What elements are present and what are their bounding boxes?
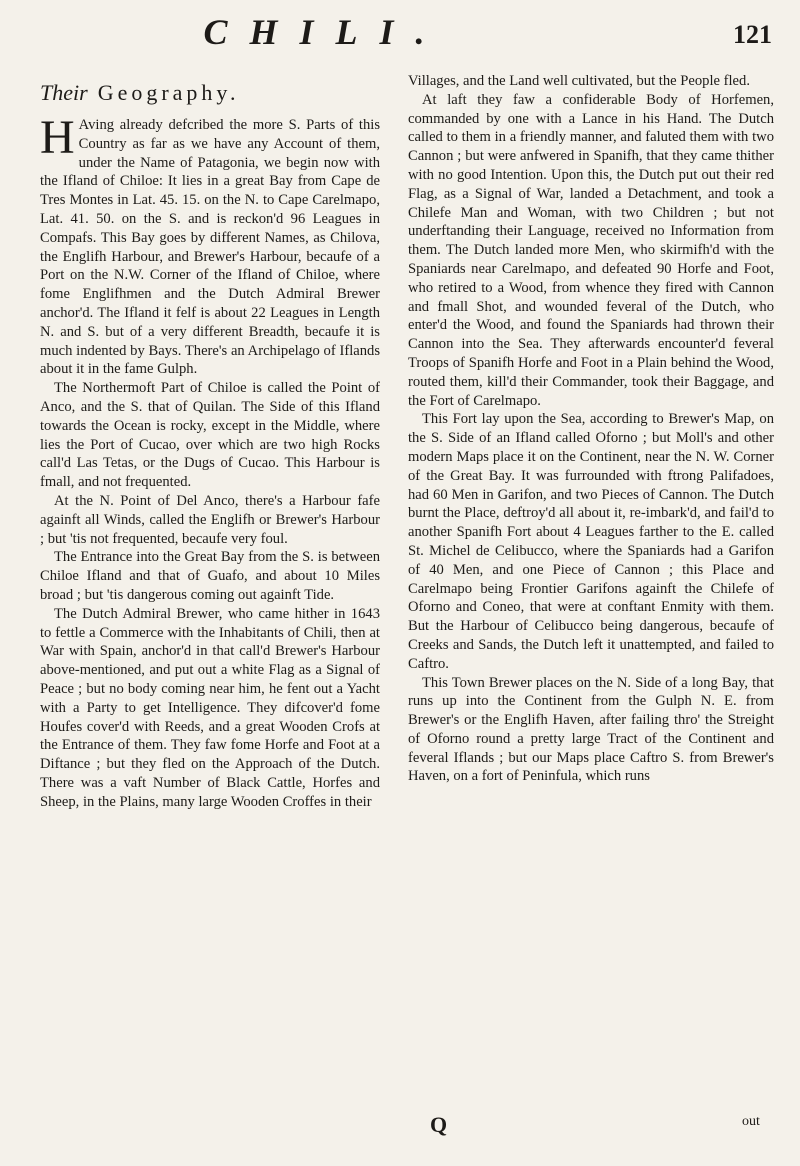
paragraph <box>40 111 380 379</box>
section-heading-their: Their <box>40 80 88 105</box>
paragraph: This Fort lay upon the Sea, according to Brewer's Map, on the S. Side of an Ifland called Oforno ; but Moll's and other modern Maps place it on the Continent, near the N. W. Corner of the Great Bay. It was furrounded with ftrong Palifadoes, had 60 Men in Garifon, and two Pieces of Cannon. The Dutch burnt the Place, deftroy'd all about it, re-imbark'd, and fail'd to another Spanifh Fort about 4 Leagues farther to the E. called St. Michel de Celibucco, where the Spaniards had a Garifon of 40 Men, and one Piece of Cannon ; this Place and Carelmapo being Frontier Garifons againft the Chilefe of Oforno and Coneo, that were at conftant Enmity with them. But the Harbour of Celibucco being dangerous, becaufe of Creeks and Sands, the Dutch left it unattempted, and failed to Caftro. <box>408 411 774 672</box>
catchword: out <box>742 1114 760 1129</box>
right-column <box>408 72 774 786</box>
running-title: CHILI. <box>203 12 447 52</box>
section-heading <box>40 80 380 106</box>
paragraph: The Northermoft Part of Chiloe is called the Point of Anco, and the S. that of Quilan. The Side of this Ifland towards the Ocean is rocky, except in the Middle, where lies the Port of Cucao, over which are two high Rocks call'd Las Tetas, or the Dugs of Cucao. This Harbour is fmall, and not frequented. <box>40 380 380 491</box>
signature-mark: Q <box>430 1112 448 1137</box>
page-number: 121 <box>733 20 772 49</box>
drop-capital: H <box>40 111 75 164</box>
paragraph: Villages, and the Land well cultivated, but the People fled. <box>408 73 750 89</box>
paragraph: The Entrance into the Great Bay from the S. is between Chiloe Ifland and that of Guafo, and about 10 Miles broad ; but 'tis dangerous coming out againft Tide. <box>40 549 380 603</box>
paragraph-text: Aving already defcribed the more S. Parts of this Country as far as we have any Account of them, under the Name of Patagonia, we begin now with the Ifland of Chiloe: It lies in a great Bay from Cape de Tres Montes in Lat. 45. 15. on the N. to Cape Carelmapo, Lat. 41. 50. on the S. and is reckon'd 96 Leagues in Compafs. This Bay goes by different Names, as Chilova, the Englifh Harbour, and Brewer's Harbour, becaufe of a Port on the N.W. Corner of the Ifland of Chiloe, where fome Englifhmen and the Dutch Admiral Brewer anchor'd. The Ifland it felf is about 22 Leagues in Length N. and S. but of a very different Breadth, becaufe it is much indented by Bays. There's an Archipelago of Iflands about it in the fame Gulph. <box>40 117 380 378</box>
paragraph: The Dutch Admiral Brewer, who came hither in 1643 to fettle a Commerce with the Inhabitants of Chili, then at War with Spain, anchor'd in that call'd Brewer's Harbour above-mentioned, and put out a white Flag as a Signal of Peace ; but no body coming near him, he fent out a Yacht with a Party to get Intelligence. They difcover'd fome Houfes cover'd with Reeds, and a great Wooden Crofs at the Entrance of them. They faw fome Horfe and Foot at a Diftance ; but they fled on the Approach of the Dutch. There was a vaft Number of Black Cattle, Horfes and Sheep, in the Plains, many large Wooden Croffes in their <box>40 605 380 810</box>
running-head <box>0 12 800 52</box>
paragraph: This Town Brewer places on the N. Side of a long Bay, that runs up into the Continent from the Gulph N. E. from Brewer's or the Englifh Haven, after failing thro' the Streight of Oforno round a pretty large Tract of the Continent and feveral Iflands ; but our Maps place Caftro S. from Brewer's Haven, on a fort of Peninfula, which runs <box>408 674 774 785</box>
left-column <box>40 80 380 811</box>
paragraph: At the N. Point of Del Anco, there's a Harbour fafe againft all Winds, called the Englifh or Brewer's Harbour ; but 'tis not frequented, becaufe very foul. <box>40 492 380 547</box>
section-heading-title: Geography. <box>97 80 240 105</box>
paragraph: At laft they faw a confiderable Body of Horfemen, commanded by one with a Lance in his Hand. The Dutch called to them in a friendly manner, and faluted them with two Cannon ; but were anfwered in Spanifh, that they came thither with no good Intention. Upon this, the Dutch put out their red Flag, as a Signal of War, landed a Detachment, and took a Chilefe Man and Woman, with two Children ; but not underftanding their Language, received no Information from them. The Dutch landed more Men, who skirmifh'd with the Spaniards near Carelmapo, and defeated 90 Horfe and Foot, who retired to a Wood, from whence they fired with Cannon and fmall Shot, and wounded feveral of the Dutch, who enter'd the Wood, and found the Spaniards had thrown their Cannon into the Sea. They afterwards encounter'd feveral Troops of Spanifh Horfe and Foot in a Plain behind the Wood, routed them, kill'd their Commander, took their Baggage, and the Fort of Carelmapo. <box>408 91 774 409</box>
